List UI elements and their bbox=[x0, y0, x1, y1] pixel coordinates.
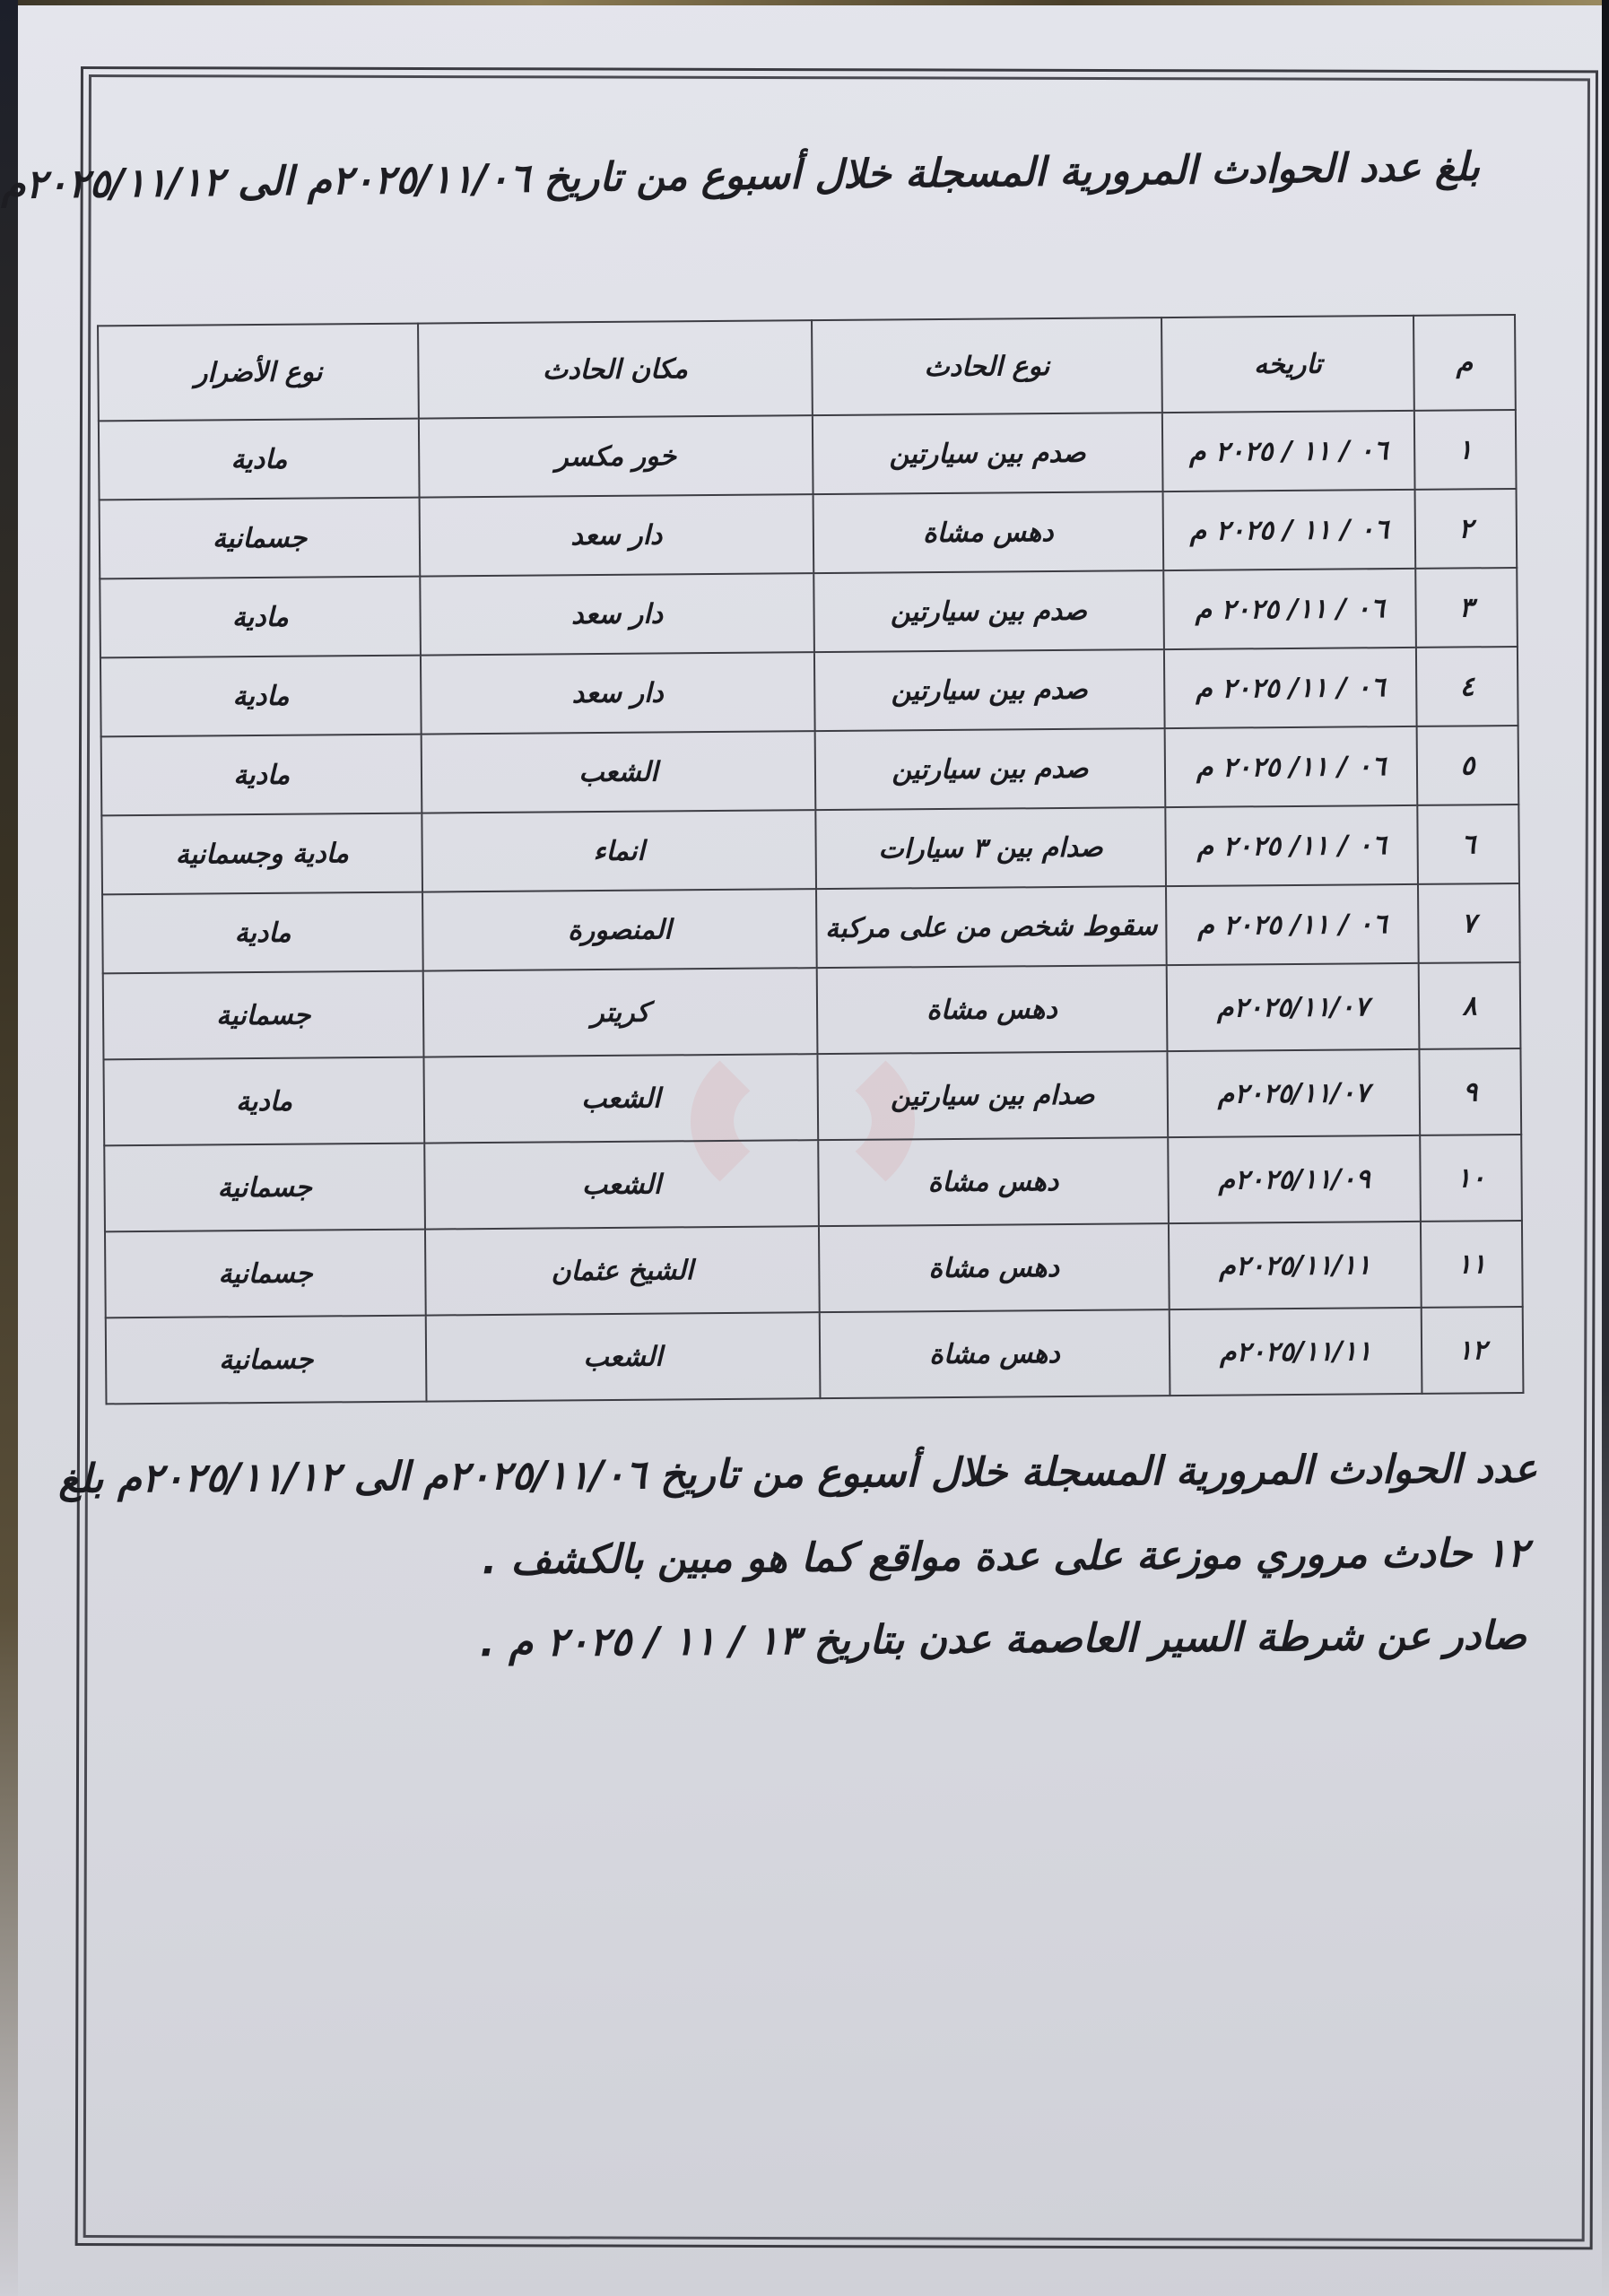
cell-no: ٥ bbox=[1417, 726, 1519, 805]
cell-damage: جسمانية bbox=[106, 1316, 427, 1405]
table-row bbox=[105, 1221, 1523, 1318]
cell-damage: مادية bbox=[100, 577, 421, 658]
cell-accident-type: دهس مشاة bbox=[813, 491, 1163, 573]
summary-line-2: ١٢ حادث مروري موزعة على عدة مواقع كما هو مبين بالكشف . bbox=[482, 1530, 1529, 1584]
table-row bbox=[106, 1307, 1524, 1404]
cell-no: ٧ bbox=[1418, 883, 1520, 963]
cell-damage: جسمانية bbox=[103, 971, 424, 1060]
background-surface-right bbox=[1602, 0, 1609, 2296]
cell-damage: مادية bbox=[101, 735, 422, 816]
cell-no: ٩ bbox=[1419, 1048, 1521, 1135]
document-title: بلغ عدد الحوادث المرورية المسجلة خلال أسبوع من تاريخ ٢٠٢٥/١١/٠٦م الى ٢٠٢٥/١١/١٢م bbox=[0, 144, 1481, 208]
cell-damage: مادية bbox=[103, 1057, 424, 1146]
cell-accident-type: صدم بين سيارتين bbox=[813, 570, 1164, 652]
cell-no: ٨ bbox=[1419, 962, 1521, 1049]
table-row bbox=[102, 883, 1520, 973]
cell-location: انماء bbox=[422, 810, 816, 891]
cell-date: ٠٦ / ١١/ ٢٠٢٥ م bbox=[1163, 569, 1415, 649]
cell-date: ٠٦ / ١١ / ٢٠٢٥ م bbox=[1162, 411, 1414, 491]
table-row bbox=[103, 1048, 1521, 1145]
cell-date: ٢٠٢٥/١١/٠٩م bbox=[1168, 1135, 1420, 1223]
accidents-table bbox=[97, 314, 1524, 1405]
table-row bbox=[104, 1135, 1522, 1231]
cell-no: ١ bbox=[1414, 410, 1517, 490]
table-row bbox=[100, 568, 1518, 657]
cell-date: ٢٠٢٥/١١/٠٧م bbox=[1167, 963, 1419, 1051]
cell-no: ٢ bbox=[1414, 489, 1517, 569]
cell-damage: مادية وجسمانية bbox=[101, 813, 422, 895]
cell-accident-type: دهس مشاة bbox=[818, 1137, 1169, 1226]
cell-damage: مادية bbox=[100, 656, 422, 737]
cell-date: ٠٦ / ١١/ ٢٠٢٥ م bbox=[1166, 884, 1418, 965]
cell-no: ٣ bbox=[1415, 568, 1518, 648]
background-surface-left bbox=[0, 0, 18, 2296]
header-accident-location: مكان الحادث bbox=[418, 320, 812, 418]
cell-location: خور مكسر bbox=[419, 415, 813, 497]
header-damage-type: نوع الأضرار bbox=[98, 324, 419, 422]
cell-no: ١٠ bbox=[1420, 1135, 1522, 1222]
cell-date: ٠٦ / ١١ / ٢٠٢٥ م bbox=[1163, 490, 1415, 570]
table-row bbox=[103, 962, 1521, 1059]
cell-damage: جسمانية bbox=[105, 1230, 426, 1318]
cell-date: ٠٦ / ١١/ ٢٠٢٥ م bbox=[1164, 648, 1416, 728]
cell-no: ١١ bbox=[1421, 1221, 1523, 1308]
cell-location: الشيخ عثمان bbox=[425, 1226, 819, 1315]
table-row bbox=[99, 410, 1517, 500]
table-row bbox=[101, 804, 1519, 894]
cell-date: ٠٦ / ١١/ ٢٠٢٥ م bbox=[1165, 726, 1417, 807]
cell-location: الشعب bbox=[422, 731, 815, 813]
cell-no: ٦ bbox=[1417, 804, 1519, 884]
cell-accident-type: دهس مشاة bbox=[819, 1223, 1170, 1312]
summary-line-1: عدد الحوادث المرورية المسجلة خلال أسبوع من تاريخ ٢٠٢٥/١١/٠٦م الى ٢٠٢٥/١١/١٢م بلغ bbox=[58, 1446, 1538, 1502]
cell-date: ٢٠٢٥/١١/١١م bbox=[1169, 1222, 1421, 1309]
cell-accident-type: صدم بين سيارتين bbox=[814, 649, 1165, 731]
cell-accident-type: صدم بين سيارتين bbox=[814, 728, 1165, 810]
cell-date: ٠٦ / ١١/ ٢٠٢٥ م bbox=[1166, 805, 1418, 886]
cell-damage: جسمانية bbox=[100, 498, 421, 579]
cell-accident-type: صدام بين ٣ سيارات bbox=[815, 807, 1166, 889]
header-date: تاريخه bbox=[1161, 316, 1414, 413]
table-row bbox=[100, 647, 1518, 736]
header-no: م bbox=[1413, 315, 1516, 411]
issuer-line: صادر عن شرطة السير العاصمة عدن بتاريخ ١٣ / ١١ / ٢٠٢٥ م . bbox=[479, 1613, 1527, 1666]
cell-damage: مادية bbox=[102, 892, 423, 974]
cell-location: دار سعد bbox=[420, 494, 813, 576]
cell-location: الشعب bbox=[424, 1054, 818, 1143]
cell-accident-type: دهس مشاة bbox=[819, 1309, 1170, 1398]
cell-accident-type: سقوط شخص من على مركبة bbox=[816, 886, 1167, 968]
cell-accident-type: صدام بين سيارتين bbox=[817, 1051, 1168, 1140]
header-accident-type: نوع الحادث bbox=[812, 317, 1162, 415]
cell-location: الشعب bbox=[425, 1140, 819, 1229]
cell-damage: جسمانية bbox=[104, 1144, 425, 1232]
cell-date: ٢٠٢٥/١١/٠٧م bbox=[1168, 1049, 1420, 1137]
cell-accident-type: صدم بين سيارتين bbox=[812, 413, 1162, 494]
cell-no: ١٢ bbox=[1422, 1307, 1524, 1394]
cell-location: الشعب bbox=[426, 1312, 820, 1401]
cell-no: ٤ bbox=[1416, 647, 1518, 726]
cell-location: المنصورة bbox=[422, 889, 816, 970]
table-row bbox=[101, 726, 1519, 815]
cell-location: دار سعد bbox=[421, 573, 814, 655]
cell-damage: مادية bbox=[99, 419, 420, 500]
cell-accident-type: دهس مشاة bbox=[816, 965, 1167, 1054]
table-header-row bbox=[98, 315, 1516, 421]
cell-location: دار سعد bbox=[421, 652, 814, 734]
cell-location: كريتر bbox=[423, 968, 817, 1057]
cell-date: ٢٠٢٥/١١/١١م bbox=[1170, 1308, 1422, 1396]
table-row bbox=[100, 489, 1518, 578]
